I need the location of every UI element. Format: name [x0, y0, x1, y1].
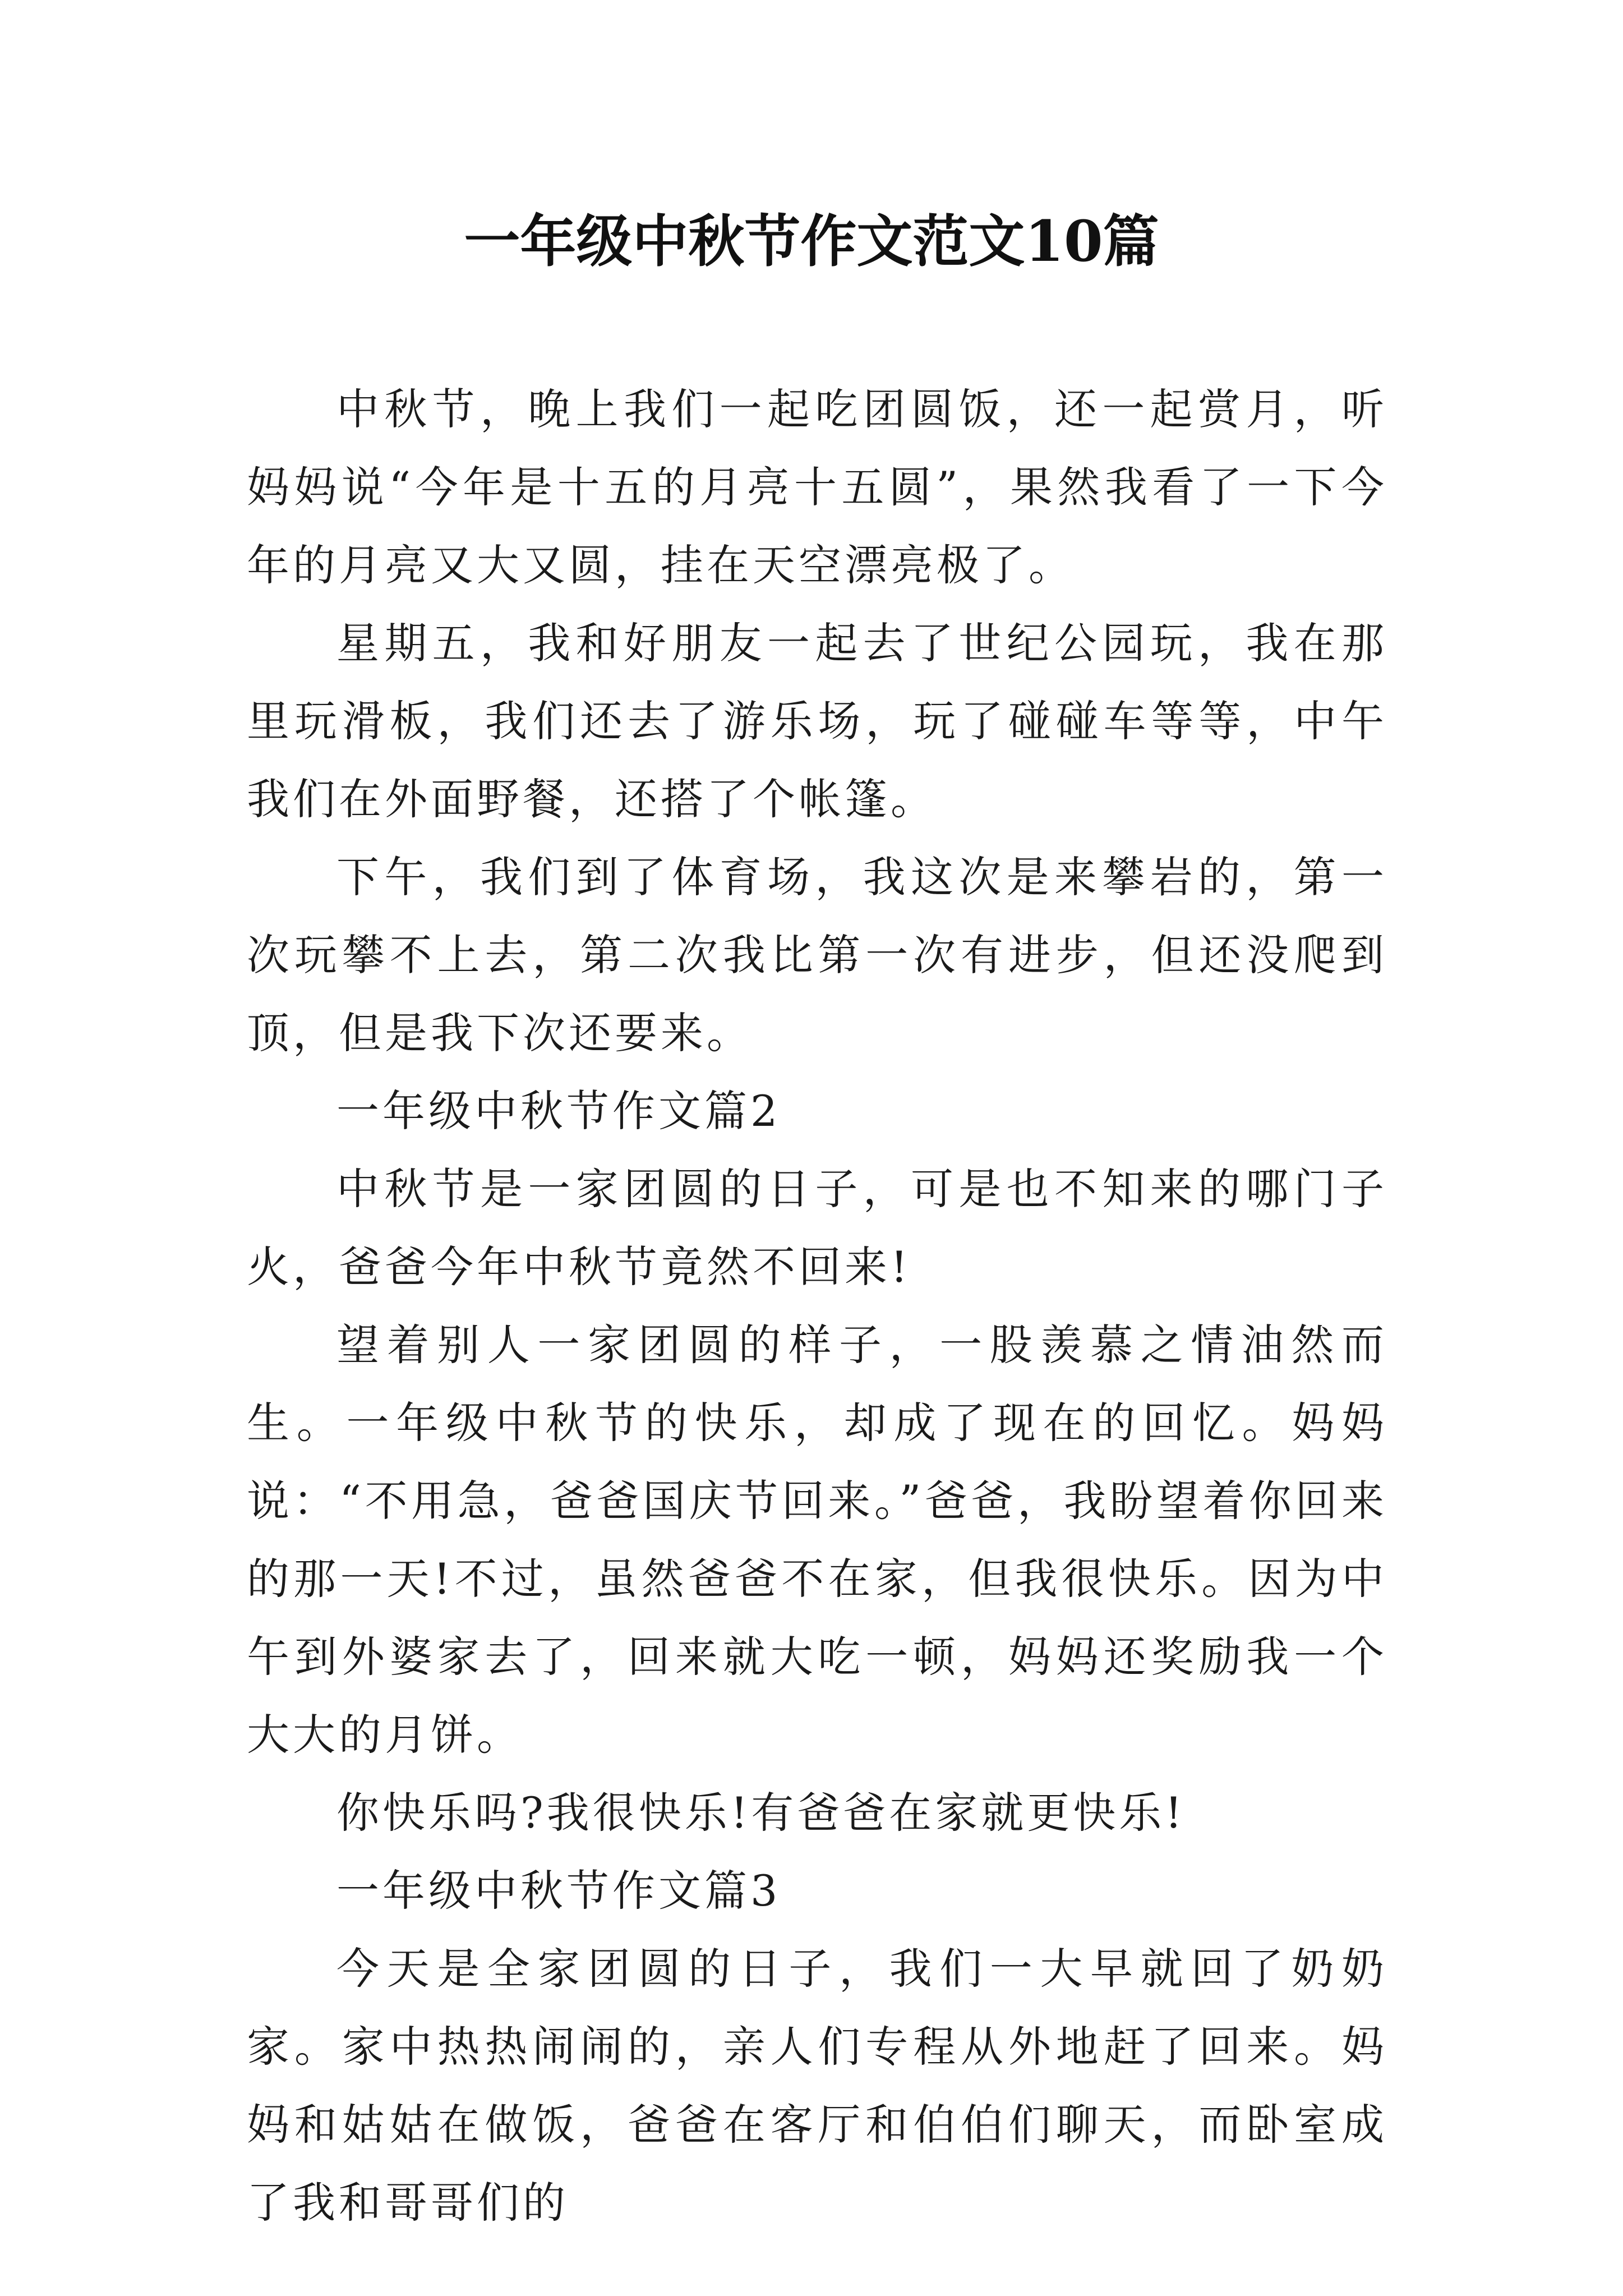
section-heading: 一年级中秋节作文篇3 [336, 1866, 781, 1916]
paragraph: 今天是全家团圆的日子，我们一大早就回了奶奶家。家中热热闹闹的，亲人们专程从外地赶了回来。妈妈和姑姑在做饭，爸爸在客厅和伯伯们聊天，而卧室成了我和哥哥们的 [247, 1944, 1387, 2228]
document-title: 一年级中秋节作文范文10篇 [464, 208, 1159, 274]
section-heading: 一年级中秋节作文篇2 [336, 1086, 781, 1136]
paragraph: 中秋节，晚上我们一起吃团圆饭，还一起赏月，听妈妈说“今年是十五的月亮十五圆”，果然我看了一下今年的月亮又大又圆，挂在天空漂亮极了。 [247, 384, 1387, 590]
document-body [247, 370, 1387, 2242]
paragraph: 你快乐吗?我很快乐!有爸爸在家就更快乐! [336, 1788, 1186, 1838]
paragraph: 望着别人一家团圆的样子，一股羡慕之情油然而生。一年级中秋节的快乐，却成了现在的回忆。妈妈说：“不用急，爸爸国庆节回来。”爸爸，我盼望着你回来的那一天!不过，虽然爸爸不在家，但我很快乐。因为中午到外婆家去了，回来就大吃一顿，妈妈还奖励我一个大大的月饼。 [247, 1320, 1387, 1760]
paragraph: 中秋节是一家团圆的日子，可是也不知来的哪门子火，爸爸今年中秋节竟然不回来! [247, 1164, 1387, 1292]
paragraph: 星期五，我和好朋友一起去了世纪公园玩，我在那里玩滑板，我们还去了游乐场，玩了碰碰车等等，中午我们在外面野餐，还搭了个帐篷。 [247, 618, 1387, 824]
paragraph: 下午，我们到了体育场，我这次是来攀岩的，第一次玩攀不上去，第二次我比第一次有进步，但还没爬到顶，但是我下次还要来。 [247, 852, 1387, 1058]
